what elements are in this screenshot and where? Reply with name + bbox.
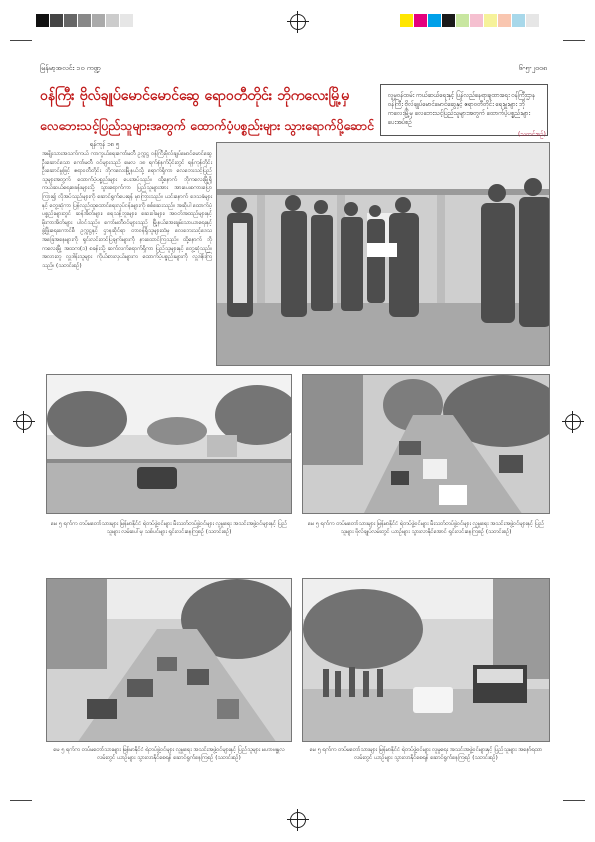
color-swatch	[498, 14, 511, 27]
photo-street-traffic-2	[302, 578, 550, 742]
color-swatch	[64, 14, 77, 27]
color-swatch	[442, 14, 455, 27]
color-swatch	[456, 14, 469, 27]
color-swatch	[120, 14, 133, 27]
crop-mark	[563, 800, 585, 801]
photo-street-traffic-1	[46, 578, 292, 742]
page-header-section: မြန်မာ့အလင်း ၁၀ ကဏ္ဍ	[40, 64, 101, 72]
article-byline: ရန်ကုန် ၁၈ ၅	[90, 141, 120, 148]
caption-photo-2: မေ ၅ ရက်က တပ်မတော်သားများ မြန်မာနိုင်ငံ ရဲတပ်ဖွဲ့ဝင်များ မီးသတ်တပ်ဖွဲ့ဝင်များ လူမှုရေး အသင်းအဖွဲ့ဝင်များနှင့် ပြည်သူများ လမ်းပေါ်မှ သစ်ပင်များ ရှင်းလင်းနေကြစဉ် (သတင်းစဉ်)	[50, 521, 288, 535]
registration-mark-icon	[16, 414, 32, 430]
color-swatch	[526, 14, 539, 27]
color-swatch	[428, 14, 441, 27]
crop-mark	[10, 40, 32, 41]
caption-photo-4: မေ ၅ ရက်က တပ်မတော်သားများ မြန်မာနိုင်ငံ ရဲတပ်ဖွဲ့ဝင်များ လူမှုရေး အသင်းအဖွဲ့ဝင်များနှင့် ပြည်သူများ မဟာဗန္ဓုလလမ်းတွင် ယာဉ်များ သွားလာနိုင်စေရန် ဆောင်ရွက်နေကြစဉ် (သတင်းစဉ်)	[53, 747, 285, 761]
color-swatch	[106, 14, 119, 27]
crop-mark	[10, 800, 32, 801]
color-swatch	[36, 14, 49, 27]
photo-street-traffic-2-image	[303, 579, 550, 742]
article-body: အမျိုးသားအသက်ကယ် ကာကွယ်ရေးကော်မတီ ဥက္ကဋ္ဌ ဝန်ကြီးဗိုလ်ချုပ်မောင်မောင်ဆွေ ဦးဆောင်သော ကော်မတီ ဝင်များသည် မေလ ၁၈ ရက်နံနက်ပိုင်းတွင် ရန်ကုန်တိုင်း ဦးဆောင်မှုဖြင့် ဧရာဝတီတိုင်း ဘိုကလေးမြို့နယ်သို့ ရောက်ရှိကာ လေဘေးသင့်ပြည်သူများအတွက် ထောက်ပံ့ပစ္စည်းများ ပေးအပ်သည်။ ထို့နောက် ဘိုကလေးမြို့ရှိ ကယ်ဆယ်ရေးစခန်းများသို့ သွားရောက်ကာ ပြည်သူများအား အားပေးစကားပြောကြား၍ လိုအပ်သည်များကို ဆောင်ရွက်ပေးရန် မှာကြားသည်။ ယင်းနောက် ဒေသခံများနှင့် တွေ့ဆုံကာ ပြန်လည်ထူထောင်ရေးလုပ်ငန်းများကို စစ်ဆေးသည်။ အဆိုပါ ထောက်ပံ့ပစ္စည်းများတွင် ဆန်အိတ်များ၊ ရေသန့်ဘူးများ၊ ဆေးဝါးများ၊ အဝတ်အထည်များနှင့် မိုးကာအိတ်များ ပါဝင်သည်။ ကော်မတီဝင်များသည် မြို့နယ်အေးချမ်းသာယာရေးနှင့် ဖွံ့ဖြိုးရေးကောင်စီ ဥက္ကဋ္ဌနှင့် ဌာနဆိုင်ရာ တာဝန်ရှိသူများထံမှ လေဘေးသင့်ဒေသ အခြေအနေများကို ရှင်းလင်းတင်ပြချက်များကို နားထောင်ကြသည်။ ထို့နောက် ဘိုကလေးမြို့ အထက(၁) စခန်းသို့ ဆက်လက်ရောက်ရှိကာ ပြည်သူများနှင့် တွေ့ဆုံသည်။ အလားတူ လှူဒါန်းသူများ ကိုယ်စားလှယ်များက ထောက်ပံ့ပစ္စည်းများကို လှူဒါန်းကြသည်။ (သတင်းစဉ်)	[42, 151, 212, 269]
headline-line-2: လေဘေးသင့်ပြည်သူများအတွက် ထောက်ပံ့ပစ္စည်းများ သွားရောက်ပို့ဆောင်	[40, 118, 374, 133]
color-swatch	[92, 14, 105, 27]
photo-ceremony	[216, 142, 550, 366]
color-swatch	[78, 14, 91, 27]
registration-mark-icon	[565, 414, 581, 430]
caption-photo-3: မေ ၅ ရက်က တပ်မတော်သားများ မြန်မာနိုင်ငံ ရဲတပ်ဖွဲ့ဝင်များ မီးသတ်တပ်ဖွဲ့ဝင်များ လူမှုရေး အသင်းအဖွဲ့ဝင်များနှင့် ပြည်သူများ ဗိုလ်ချုပ်လမ်းတွင် ယာဉ်များ သွားလာနိုင်အောင် ရှင်းလင်းနေကြစဉ် (သတင်းစဉ်)	[307, 521, 545, 535]
color-swatch	[484, 14, 497, 27]
photo-street-cleanup-2-image	[303, 375, 550, 514]
registration-mark-icon	[290, 14, 306, 30]
photo-street-cleanup-1-image	[47, 375, 292, 514]
print-color-swatches	[400, 14, 539, 27]
color-swatch	[400, 14, 413, 27]
color-swatch	[470, 14, 483, 27]
color-swatch	[512, 14, 525, 27]
print-gray-swatches	[36, 14, 133, 27]
headline-line-1: ဝန်ကြီး ဗိုလ်ချုပ်မောင်မောင်ဆွေ ရောဝတီတိုင်း ဘိုကလေးမြို့မှ	[40, 88, 350, 104]
photo-ceremony-image	[217, 143, 550, 366]
registration-mark-icon	[290, 812, 306, 828]
page-header-date: ၆-၅-၂၀၀၈	[518, 64, 547, 72]
photo-street-traffic-1-image	[47, 579, 292, 742]
photo-street-cleanup-2	[302, 374, 550, 514]
caption-photo-5: မေ ၅ ရက်က တပ်မတော်သားများ မြန်မာနိုင်ငံ ရဲတပ်ဖွဲ့ဝင်များ လူမှုရေး အသင်းအဖွဲ့ဝင်များနှင့် ပြည်သူများ အနော်ရထာလမ်းတွင် ယာဉ်များ သွားလာနိုင်စေရန် ဆောင်ရွက်နေကြစဉ် (သတင်းစဉ်)	[309, 747, 543, 761]
color-swatch	[414, 14, 427, 27]
photo-street-cleanup-1	[46, 374, 292, 514]
crop-mark	[563, 40, 585, 41]
sidebar-note: လူမှုဝန်ထမ်း ကယ်ဆယ်ရေးနှင့် ပြန်လည်နေရာချထားရေး ဝန်ကြီးဌာန ဝန်ကြီး ဗိုလ်ချုပ်မောင်မောင်ဆွေနှင့် ဧရာဝတီတိုင်း ရေးမှူးများ ဘိုကလေးမြို့မှ လေဘေးသင့်ပြည်သူများအတွက် ထောက်ပံ့ပစ္စည်းများ ပေးအပ်စဉ်	[380, 84, 548, 136]
sidebar-credit: (သတင်းစဉ်)	[518, 131, 546, 138]
color-swatch	[50, 14, 63, 27]
